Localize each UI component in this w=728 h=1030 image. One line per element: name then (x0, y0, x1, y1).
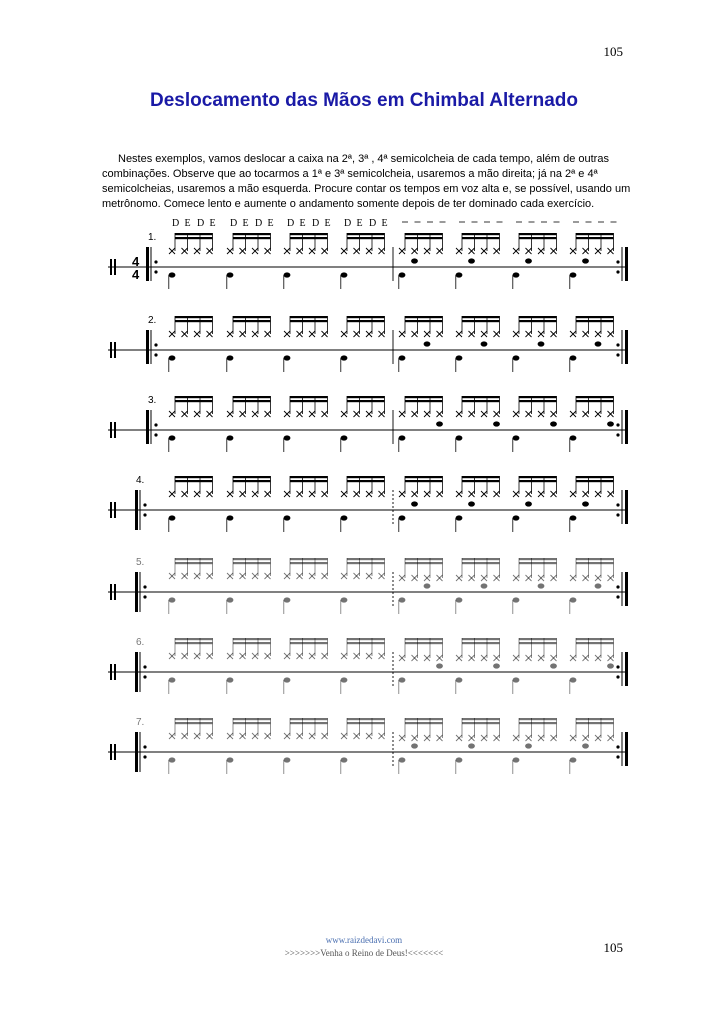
beam (576, 642, 614, 644)
beam (462, 396, 500, 398)
beam (576, 480, 614, 482)
beam (462, 638, 500, 640)
repeat-dot (154, 260, 157, 263)
beam (175, 233, 213, 235)
snare-note (493, 421, 500, 426)
snare-note (607, 663, 614, 668)
bass-drum-note (399, 435, 406, 440)
bass-drum-note (399, 515, 406, 520)
bass-drum-note (570, 597, 577, 602)
beam (519, 722, 557, 724)
beam (233, 558, 271, 560)
beam (519, 638, 557, 640)
beam (576, 722, 614, 724)
page-number-top: 105 (603, 44, 623, 59)
beam (175, 237, 213, 239)
repeat-dot (616, 260, 619, 263)
beam (519, 558, 557, 560)
beam (519, 237, 557, 239)
beam (347, 316, 385, 318)
snare-note (525, 743, 532, 748)
repeat-end-bar (625, 330, 628, 364)
bass-drum-note (284, 757, 291, 762)
repeat-end-bar (625, 572, 628, 606)
repeat-end-bar (625, 732, 628, 766)
bass-drum-note (169, 435, 176, 440)
bass-drum-note (169, 677, 176, 682)
repeat-dot (143, 585, 146, 588)
repeat-start-bar (146, 247, 149, 281)
repeat-dot (143, 675, 146, 678)
beam (347, 320, 385, 322)
beam (347, 233, 385, 235)
snare-note (525, 258, 532, 263)
footer-url[interactable]: www.raizdedavi.com (325, 935, 403, 945)
beam (347, 558, 385, 560)
bass-drum-note (570, 272, 577, 277)
repeat-dot (143, 665, 146, 668)
beam (519, 642, 557, 644)
beam (405, 558, 443, 560)
beam (519, 316, 557, 318)
bass-drum-note (513, 515, 520, 520)
beam (405, 316, 443, 318)
repeat-dot (143, 745, 146, 748)
repeat-start-bar (135, 572, 138, 612)
bass-drum-note (456, 515, 463, 520)
bass-drum-note (227, 597, 234, 602)
bass-drum-note (456, 435, 463, 440)
repeat-dot (616, 353, 619, 356)
snare-note (481, 341, 488, 346)
beam (405, 233, 443, 235)
sticking-letter: D (344, 218, 352, 229)
snare-note (582, 501, 589, 506)
repeat-dot (616, 343, 619, 346)
bass-drum-note (513, 597, 520, 602)
beam (405, 476, 443, 478)
bass-drum-note (284, 677, 291, 682)
beam (175, 400, 213, 402)
beam (175, 718, 213, 720)
snare-note (424, 341, 431, 346)
beam (405, 320, 443, 322)
repeat-dot (143, 513, 146, 516)
sticking-letter: E (184, 218, 191, 229)
beam (405, 638, 443, 640)
bass-drum-note (169, 757, 176, 762)
beam (462, 233, 500, 235)
beam (462, 558, 500, 560)
beam (233, 396, 271, 398)
beam (405, 562, 443, 564)
beam (290, 638, 328, 640)
beam (233, 237, 271, 239)
beam (233, 320, 271, 322)
beam (405, 400, 443, 402)
repeat-dot (143, 755, 146, 758)
beam (576, 316, 614, 318)
beam (519, 400, 557, 402)
sticking-letter: E (209, 218, 216, 229)
snare-note (411, 258, 418, 263)
bass-drum-note (513, 757, 520, 762)
beam (175, 480, 213, 482)
snare-note (436, 663, 443, 668)
exercise-number: 1. (148, 232, 157, 243)
bass-drum-note (513, 677, 520, 682)
repeat-dot (616, 585, 619, 588)
beam (405, 480, 443, 482)
time-signature-top: 4 (132, 254, 140, 269)
beam (290, 316, 328, 318)
beam (347, 476, 385, 478)
page-number-bottom: 105 (603, 940, 623, 955)
snare-note (607, 421, 614, 426)
beam (405, 642, 443, 644)
beam (576, 400, 614, 402)
sticking-letter: D (369, 218, 377, 229)
bass-drum-note (399, 597, 406, 602)
beam (462, 718, 500, 720)
bass-drum-note (570, 435, 577, 440)
bass-drum-note (169, 597, 176, 602)
beam (290, 642, 328, 644)
repeat-end-bar (625, 410, 628, 444)
bass-drum-note (399, 355, 406, 360)
bass-drum-note (456, 597, 463, 602)
beam (347, 638, 385, 640)
beam (233, 233, 271, 235)
bass-drum-note (341, 597, 348, 602)
bass-drum-note (341, 272, 348, 277)
beam (175, 722, 213, 724)
sticking-letter: D (312, 218, 320, 229)
sticking-letter: D (230, 218, 238, 229)
bass-drum-note (227, 435, 234, 440)
repeat-dot (616, 433, 619, 436)
sticking-letter: E (242, 218, 249, 229)
beam (462, 476, 500, 478)
beam (519, 480, 557, 482)
repeat-dot (616, 665, 619, 668)
snare-note (550, 663, 557, 668)
repeat-dot (616, 503, 619, 506)
beam (347, 237, 385, 239)
exercise-number: 7. (136, 717, 145, 728)
bass-drum-note (284, 355, 291, 360)
snare-note (493, 663, 500, 668)
repeat-dot (616, 745, 619, 748)
beam (347, 480, 385, 482)
exercise-number: 5. (136, 557, 145, 568)
repeat-dot (616, 270, 619, 273)
beam (175, 320, 213, 322)
beam (290, 718, 328, 720)
beam (462, 400, 500, 402)
repeat-end-bar (625, 652, 628, 686)
beam (519, 320, 557, 322)
bass-drum-note (513, 355, 520, 360)
beam (175, 642, 213, 644)
beam (462, 642, 500, 644)
beam (576, 718, 614, 720)
beam (175, 476, 213, 478)
sticking-letter: E (381, 218, 388, 229)
snare-note (411, 743, 418, 748)
beam (290, 558, 328, 560)
repeat-dot (154, 353, 157, 356)
bass-drum-note (169, 355, 176, 360)
bass-drum-note (456, 677, 463, 682)
beam (290, 237, 328, 239)
beam (462, 722, 500, 724)
beam (290, 722, 328, 724)
beam (519, 396, 557, 398)
bass-drum-note (227, 355, 234, 360)
intro-text: Nestes exemplos, vamos deslocar a caixa na 2ª, 3ª , 4ª semicolcheia de cada tempo, além de outras combinações. Observe que ao tocarmos a 1ª e 3ª semicolcheia, usaremos a mão direita; já na 2ª e 4ª semicolcheias, usaremos a mão esquerda. Procure contar os tempos em voz alta e, se possível, usando um metrônomo. Comece lento e aumente o andamento somente depois de ter dominado cada exercício. (102, 153, 631, 210)
beam (576, 396, 614, 398)
beam (347, 642, 385, 644)
beam (576, 476, 614, 478)
snare-note (468, 743, 475, 748)
bass-drum-note (399, 272, 406, 277)
beam (405, 237, 443, 239)
beam (290, 480, 328, 482)
bass-drum-note (513, 272, 520, 277)
repeat-dot (616, 675, 619, 678)
bass-drum-note (399, 757, 406, 762)
bass-drum-note (456, 355, 463, 360)
repeat-dot (143, 503, 146, 506)
time-signature-bottom: 4 (132, 267, 140, 282)
repeat-start-bar (135, 490, 138, 530)
snare-note (424, 583, 431, 588)
beam (175, 396, 213, 398)
snare-note (538, 341, 545, 346)
beam (290, 476, 328, 478)
repeat-dot (154, 270, 157, 273)
bass-drum-note (341, 355, 348, 360)
beam (290, 396, 328, 398)
beam (347, 400, 385, 402)
beam (576, 638, 614, 640)
snare-note (525, 501, 532, 506)
repeat-dot (154, 343, 157, 346)
bass-drum-note (284, 515, 291, 520)
sticking-letter: D (197, 218, 205, 229)
beam (233, 480, 271, 482)
repeat-dot (616, 595, 619, 598)
beam (233, 638, 271, 640)
beam (462, 480, 500, 482)
beam (233, 562, 271, 564)
beam (519, 233, 557, 235)
repeat-start-bar (146, 410, 149, 444)
snare-note (582, 258, 589, 263)
bass-drum-note (341, 757, 348, 762)
repeat-dot (154, 433, 157, 436)
beam (290, 233, 328, 235)
sticking-letter: E (356, 218, 363, 229)
sticking-letter: E (324, 218, 331, 229)
sticking-letter: D (255, 218, 263, 229)
bass-drum-note (456, 272, 463, 277)
beam (462, 562, 500, 564)
repeat-start-bar (135, 732, 138, 772)
snare-note (550, 421, 557, 426)
beam (233, 642, 271, 644)
beam (576, 237, 614, 239)
beam (290, 400, 328, 402)
snare-note (595, 341, 602, 346)
snare-note (538, 583, 545, 588)
snare-note (411, 501, 418, 506)
snare-note (481, 583, 488, 588)
repeat-end-bar (625, 247, 628, 281)
beam (290, 562, 328, 564)
exercise-number: 6. (136, 637, 145, 648)
beam (347, 562, 385, 564)
beam (576, 233, 614, 235)
bass-drum-note (227, 757, 234, 762)
sticking-letter: D (172, 218, 180, 229)
repeat-dot (616, 513, 619, 516)
repeat-start-bar (146, 330, 149, 364)
beam (405, 722, 443, 724)
bass-drum-note (284, 272, 291, 277)
repeat-dot (616, 423, 619, 426)
snare-note (595, 583, 602, 588)
beam (175, 562, 213, 564)
exercise-number: 3. (148, 395, 157, 406)
bass-drum-note (341, 677, 348, 682)
bass-drum-note (227, 272, 234, 277)
repeat-start-bar (135, 652, 138, 692)
beam (233, 316, 271, 318)
bass-drum-note (570, 677, 577, 682)
beam (175, 638, 213, 640)
beam (576, 320, 614, 322)
bass-drum-note (341, 515, 348, 520)
beam (405, 718, 443, 720)
bass-drum-note (399, 677, 406, 682)
beam (519, 718, 557, 720)
beam (175, 316, 213, 318)
beam (576, 562, 614, 564)
bass-drum-note (341, 435, 348, 440)
beam (347, 396, 385, 398)
sticking-letter: E (267, 218, 274, 229)
bass-drum-note (570, 515, 577, 520)
snare-note (468, 501, 475, 506)
beam (405, 396, 443, 398)
beam (233, 722, 271, 724)
sticking-letter: D (287, 218, 295, 229)
beam (290, 320, 328, 322)
snare-note (468, 258, 475, 263)
bass-drum-note (456, 757, 463, 762)
beam (347, 718, 385, 720)
bass-drum-note (570, 757, 577, 762)
bass-drum-note (284, 435, 291, 440)
bass-drum-note (284, 597, 291, 602)
exercise-number: 2. (148, 315, 157, 326)
beam (462, 320, 500, 322)
beam (462, 237, 500, 239)
bass-drum-note (169, 272, 176, 277)
beam (519, 476, 557, 478)
repeat-dot (154, 423, 157, 426)
bass-drum-note (227, 515, 234, 520)
bass-drum-note (570, 355, 577, 360)
beam (462, 316, 500, 318)
footer-tagline: >>>>>>>Venha o Reino de Deus!<<<<<<< (284, 948, 444, 958)
repeat-end-bar (625, 490, 628, 524)
bass-drum-note (227, 677, 234, 682)
beam (519, 562, 557, 564)
page-title: Deslocamento das Mãos em Chimbal Alternado (150, 90, 578, 111)
sticking-letter: E (299, 218, 306, 229)
beam (576, 558, 614, 560)
repeat-dot (143, 595, 146, 598)
bass-drum-note (513, 435, 520, 440)
beam (233, 718, 271, 720)
bass-drum-note (169, 515, 176, 520)
beam (175, 558, 213, 560)
snare-note (436, 421, 443, 426)
beam (347, 722, 385, 724)
beam (233, 400, 271, 402)
exercise-number: 4. (136, 475, 145, 486)
snare-note (582, 743, 589, 748)
beam (233, 476, 271, 478)
repeat-dot (616, 755, 619, 758)
